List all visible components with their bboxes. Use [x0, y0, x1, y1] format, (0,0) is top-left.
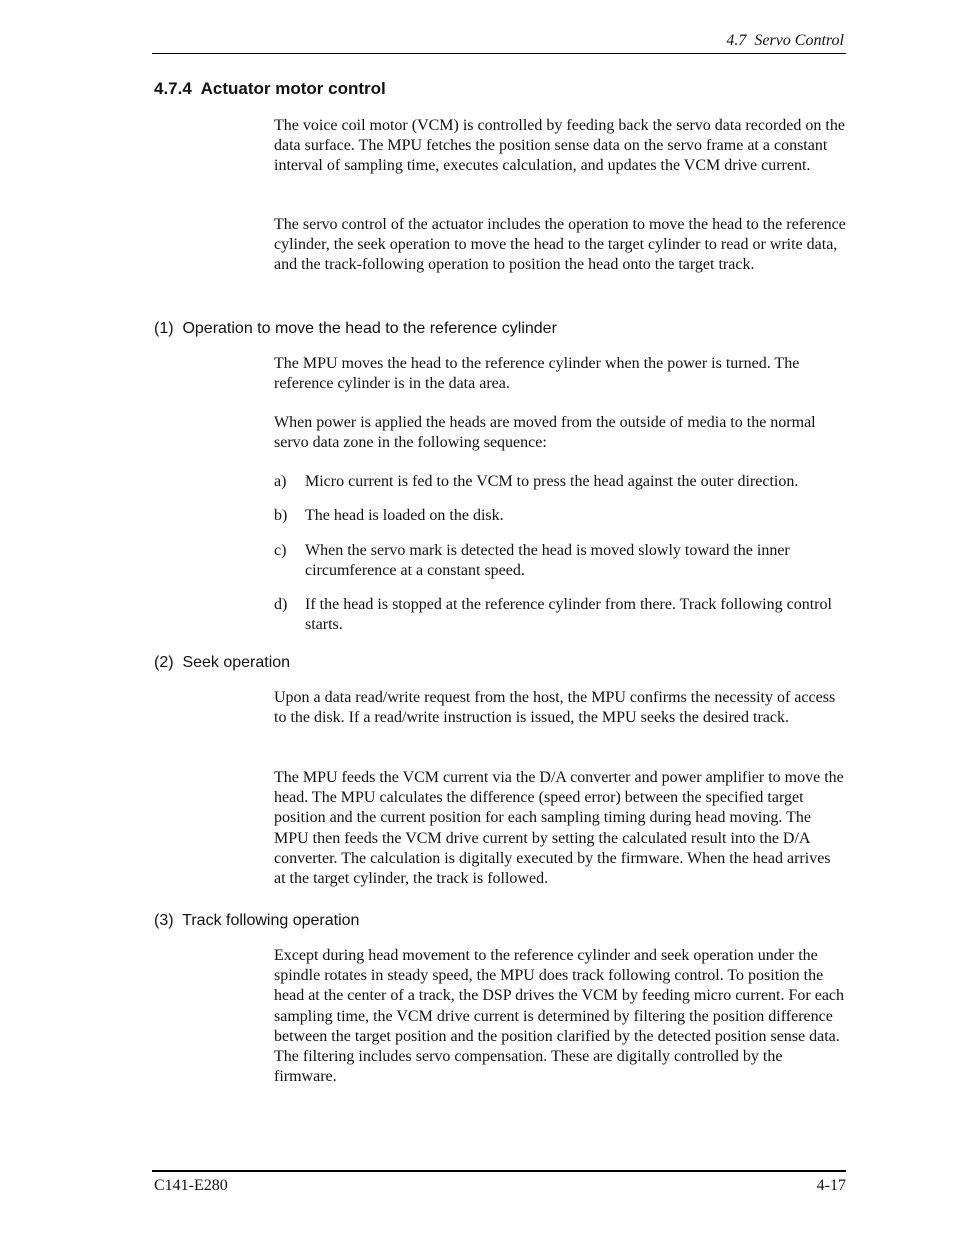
paragraph: The MPU moves the head to the reference cylinder when the power is turned. The reference cylinder is in the data area.	[274, 355, 800, 393]
page-number: 4-17	[816, 1177, 846, 1194]
paragraph: The MPU feeds the VCM current via the D/A converter and power amplifier to move the head. The MPU calculates the difference (speed error) between the specified target position and the current position for each sampling timing during head moving. The MPU then feeds the VCM drive current by setting the calculated result into the D/A converter. The calculation is digitally executed by the firmware. When the head arrives at the target cylinder, the track is followed.	[274, 769, 844, 888]
subsection-heading-seek-operation: (2) Seek operation	[154, 654, 291, 671]
list-text: Micro current is fed to the VCM to press the head against the outer direction.	[305, 473, 799, 490]
paragraph: Upon a data read/write request from the host, the MPU confirms the necessity of access to the disk. If a read/write instruction is issued, the MPU seeks the desired track.	[274, 689, 836, 727]
list-marker: b)	[274, 507, 288, 524]
list-item	[274, 472, 846, 492]
list-marker: a)	[274, 473, 287, 490]
list-item	[274, 541, 846, 581]
list-marker: d)	[274, 596, 288, 613]
document-id: C141-E280	[154, 1177, 228, 1194]
list-text: When the servo mark is detected the head is moved slowly toward the inner circumference at a constant speed.	[305, 542, 790, 580]
subsection-heading-track-following: (3) Track following operation	[154, 912, 360, 929]
paragraph: Except during head movement to the reference cylinder and seek operation under the spindle rotates in steady speed, the MPU does track following control. To position the head at the center of a track, the DSP drives the VCM by feeding micro current. For each sampling time, the VCM drive current is determined by filtering the position difference between the target position and the position clarified by the detected position sense data. The filtering includes servo compensation. These are digitally controlled by the firmware.	[274, 947, 845, 1086]
intro-paragraph-1: The voice coil motor (VCM) is controlled by feeding back the servo data recorded on the data surface. The MPU fetches the position sense data on the servo frame at a constant interval of sampling time, executes calculation, and updates the VCM drive current.	[274, 117, 845, 175]
list-text: If the head is stopped at the reference cylinder from there. Track following control starts.	[305, 596, 832, 634]
header-divider	[152, 53, 846, 54]
footer-divider	[152, 1170, 846, 1172]
list-item	[274, 595, 846, 635]
subsection-heading-reference-cylinder: (1) Operation to move the head to the reference cylinder	[154, 320, 557, 337]
intro-paragraph-2: The servo control of the actuator includes the operation to move the head to the reference cylinder, the seek operation to move the head to the target cylinder to read or write data, and the track-following operation to position the head onto the target track.	[274, 216, 846, 274]
paragraph: When power is applied the heads are moved from the outside of media to the normal servo data zone in the following sequence:	[274, 414, 816, 452]
list-item	[274, 506, 846, 526]
running-header: 4.7 Servo Control	[726, 32, 844, 49]
list-text: The head is loaded on the disk.	[305, 507, 504, 524]
list-marker: c)	[274, 542, 287, 559]
section-title: 4.7.4 Actuator motor control	[154, 79, 386, 98]
